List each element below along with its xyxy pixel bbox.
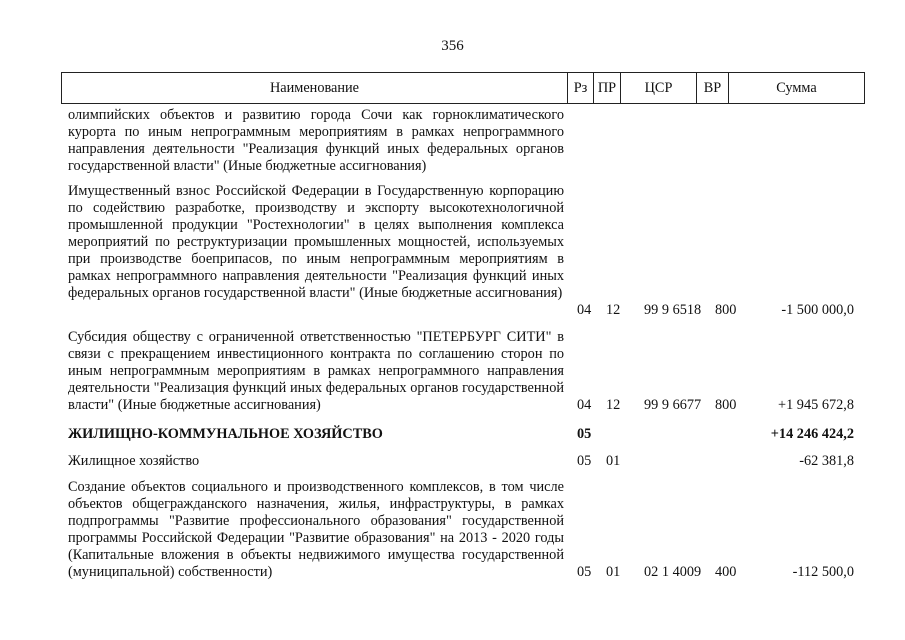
row-csr: 99 9 6518 <box>644 302 702 318</box>
row-rz: 05 <box>577 564 592 580</box>
row-rz: 05 <box>577 453 592 469</box>
row-sum: -62 381,8 <box>799 453 854 469</box>
row-rz: 05 <box>577 426 592 442</box>
row-name: Субсидия обществу с ограниченной ответственностью "ПЕТЕРБУРГ СИТИ" в связи с прекращением инвестиционного контракта по соглашению сторон по иным непрограммным мероприятиям в рамках непрограммного направления деятельности "Реализация функций иных федеральных органов государственной власти" (Иные бюджетные ассигнования) <box>68 329 564 413</box>
row-csr: 02 1 4009 <box>644 564 702 580</box>
row-pr: 12 <box>606 302 621 318</box>
row-pr: 12 <box>606 397 621 413</box>
row-name: ЖИЛИЩНО-КОММУНАЛЬНОЕ ХОЗЯЙСТВО <box>68 426 383 442</box>
row-pr: 01 <box>606 453 621 469</box>
row-name: олимпийских объектов и развитию города Сочи как горноклиматического курорта по иным непрограммным мероприятиям в рамках непрограммного направления деятельности "Реализация функций иных федеральных органов государственной власти" (Иные бюджетные ассигнования) <box>68 107 564 174</box>
column-header-rz: Рз <box>568 73 594 103</box>
row-sum: +1 945 672,8 <box>778 397 854 413</box>
row-sum: -1 500 000,0 <box>781 302 854 318</box>
row-vr: 800 <box>715 302 737 318</box>
row-csr: 99 9 6677 <box>644 397 702 413</box>
row-vr: 800 <box>715 397 737 413</box>
page-number: 356 <box>441 38 464 54</box>
row-name: Имущественный взнос Российской Федерации в Государственную корпорацию по содействию разработке, производству и экспорту высокотехнологичной промышленной продукции "Ростехнологии" в целях выполнения комплекса мероприятий по реструктуризации промышленных мощностей, используемых при производстве боеприпасов, по иным непрограммным мероприятиям в рамках непрограммного направления деятельности "Реализация функций иных федеральных органов государственной власти" (Иные бюджетные ассигнования) <box>68 183 564 301</box>
row-sum: -112 500,0 <box>792 564 854 580</box>
row-name: Жилищное хозяйство <box>68 453 200 469</box>
row-pr: 01 <box>606 564 621 580</box>
row-sum: +14 246 424,2 <box>770 426 854 442</box>
table-header <box>61 72 865 104</box>
row-rz: 04 <box>577 302 592 318</box>
column-header-vr: ВР <box>697 73 729 103</box>
column-header-sum: Сумма <box>776 79 817 96</box>
column-header-name: Наименование <box>62 73 568 103</box>
row-name: Создание объектов социального и производственного комплексов, в том числе объектов общегражданского назначения, жилья, инфраструктуры, в рамках подпрограммы "Развитие профессионального образования" государственной программы Российской Федерации "Развитие образования" на 2013 - 2020 годы (Капитальные вложения в объекты недвижимого имущества государственной (муниципальной) собственности) <box>68 479 564 580</box>
column-header-csr: ЦСР <box>621 73 697 103</box>
column-header-pr: ПР <box>594 73 621 103</box>
row-vr: 400 <box>715 564 737 580</box>
row-rz: 04 <box>577 397 592 413</box>
